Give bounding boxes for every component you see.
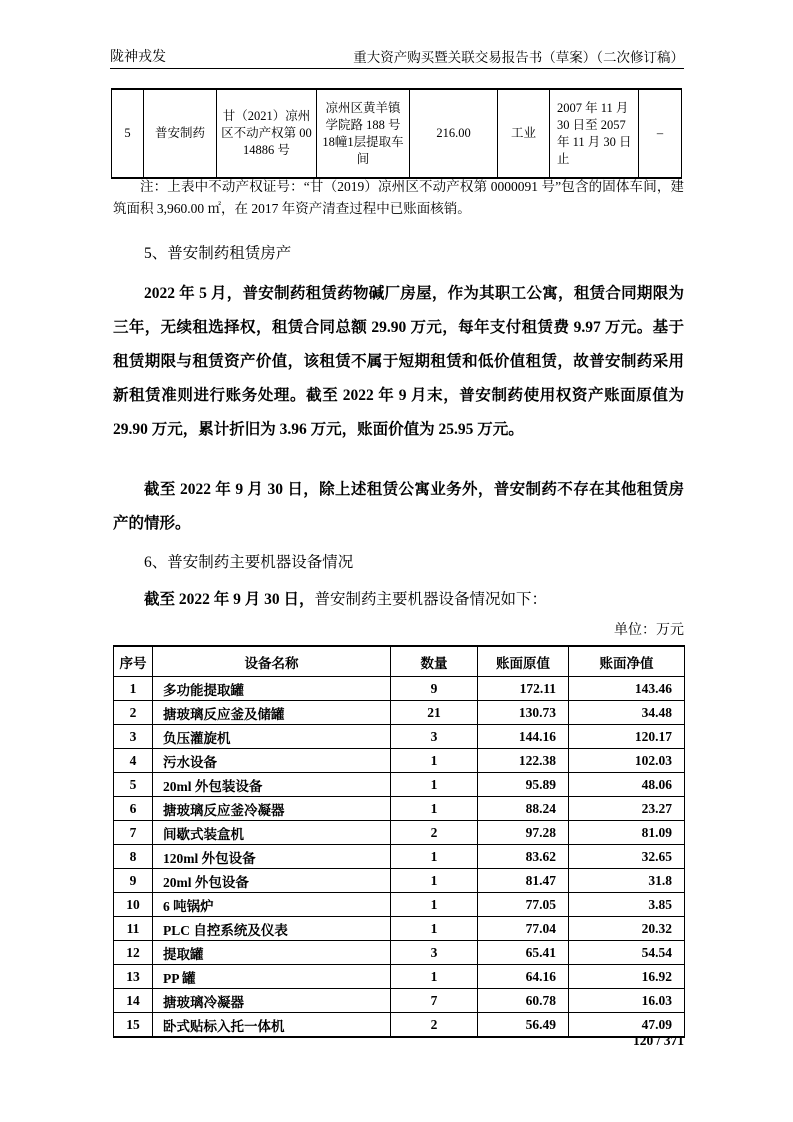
cell-no: 12: [114, 941, 153, 965]
cell-net-value: 23.27: [569, 797, 685, 821]
cell-no: 11: [114, 917, 153, 941]
section-5-paragraph-2: 截至 2022 年 9 月 30 日，除上述租赁公寓业务外，普安制药不存在其他租赁房产的情形。: [113, 481, 684, 532]
table-row: [114, 965, 685, 989]
cell-name: 6 吨锅炉: [153, 893, 391, 917]
cell-qty: 1: [391, 869, 478, 893]
column-header-original-value: 账面原值: [478, 646, 569, 677]
cell-original-value: 172.11: [478, 677, 569, 701]
cell-original-value: 130.73: [478, 701, 569, 725]
cell-name: 搪玻璃冷凝器: [153, 989, 391, 1013]
cell-name: 多功能提取罐: [153, 677, 391, 701]
cell-name: 负压灌旋机: [153, 725, 391, 749]
cell-name: 搪玻璃反应釜冷凝器: [153, 797, 391, 821]
running-header: [110, 46, 684, 69]
cell-original-value: 144.16: [478, 725, 569, 749]
property-cell-owner: 普安制药: [144, 89, 217, 178]
cell-no: 5: [114, 773, 153, 797]
property-table-row: [112, 89, 682, 178]
property-table-continuation: [111, 88, 682, 179]
cell-original-value: 95.89: [478, 773, 569, 797]
cell-qty: 2: [391, 821, 478, 845]
cell-original-value: 97.28: [478, 821, 569, 845]
cell-name: 间歇式装盒机: [153, 821, 391, 845]
equipment-table: [113, 645, 685, 1038]
table-row: [114, 725, 685, 749]
cell-no: 13: [114, 965, 153, 989]
cell-net-value: 143.46: [569, 677, 685, 701]
cell-net-value: 81.09: [569, 821, 685, 845]
cell-net-value: 20.32: [569, 917, 685, 941]
cell-qty: 1: [391, 797, 478, 821]
intro-rest-text: 普安制药主要机器设备情况如下：: [314, 591, 548, 608]
cell-net-value: 3.85: [569, 893, 685, 917]
table-row: [114, 821, 685, 845]
cell-no: 7: [114, 821, 153, 845]
cell-original-value: 77.05: [478, 893, 569, 917]
cell-net-value: 16.03: [569, 989, 685, 1013]
table-row: [114, 941, 685, 965]
cell-name: 20ml 外包装设备: [153, 773, 391, 797]
column-header-name: 设备名称: [153, 646, 391, 677]
cell-net-value: 34.48: [569, 701, 685, 725]
cell-qty: 1: [391, 773, 478, 797]
column-header-net-value: 账面净值: [569, 646, 685, 677]
table-row: [114, 701, 685, 725]
property-cell-address: 凉州区黄羊镇学院路 188 号 18幢1层提取车间: [317, 89, 410, 178]
cell-qty: 3: [391, 725, 478, 749]
cell-original-value: 56.49: [478, 1013, 569, 1038]
table-row: [114, 917, 685, 941]
cell-name: 污水设备: [153, 749, 391, 773]
cell-qty: 1: [391, 893, 478, 917]
table-row: [114, 749, 685, 773]
cell-qty: 1: [391, 749, 478, 773]
column-header-qty: 数量: [391, 646, 478, 677]
cell-original-value: 83.62: [478, 845, 569, 869]
cell-no: 8: [114, 845, 153, 869]
table-note: 注：上表中不动产权证号：“甘（2019）凉州区不动产权第 0000091 号”包含的固体车间，建筑面积 3,960.00 ㎡，在 2017 年资产清查过程中已账面核销。: [113, 179, 684, 216]
cell-no: 4: [114, 749, 153, 773]
cell-original-value: 81.47: [478, 869, 569, 893]
cell-qty: 1: [391, 965, 478, 989]
property-cell-usage: 工业: [498, 89, 550, 178]
table-row: [114, 845, 685, 869]
cell-qty: 3: [391, 941, 478, 965]
cell-original-value: 77.04: [478, 917, 569, 941]
property-cell-term: 2007 年 11 月 30 日至 2057 年 11 月 30 日止: [550, 89, 639, 178]
unit-label: 单位：万元: [614, 623, 684, 638]
cell-net-value: 47.09: [569, 1013, 685, 1038]
property-cell-index: 5: [112, 89, 144, 178]
cell-original-value: 60.78: [478, 989, 569, 1013]
cell-net-value: 54.54: [569, 941, 685, 965]
cell-no: 6: [114, 797, 153, 821]
cell-no: 10: [114, 893, 153, 917]
cell-name: PLC 自控系统及仪表: [153, 917, 391, 941]
table-row: [114, 869, 685, 893]
header-company-name: 陇神戎发: [110, 50, 166, 65]
section-6-intro: [113, 589, 684, 611]
section-5-paragraph-1: 2022 年 5 月，普安制药租赁药物碱厂房屋，作为其职工公寓，租赁合同期限为三年，无续租选择权，租赁合同总额 29.90 万元，每年支付租赁费 9.97 万元。基于租赁期限与租赁资产价值，该租赁不属于短期租赁和低价值租赁，故普安制药采用新租赁准则进行账务处理。截至 2022 年 9 月末，普安制药使用权资产账面原值为 29.90 万元，累计折旧为 3.96 万元，账面价值为 25.95 万元。: [113, 285, 684, 438]
property-cell-certificate-no: 甘（2021）凉州区不动产权第 0014886 号: [217, 89, 317, 178]
page-number: 120 / 371: [632, 1033, 684, 1048]
cell-no: 15: [114, 1013, 153, 1038]
cell-net-value: 16.92: [569, 965, 685, 989]
cell-net-value: 102.03: [569, 749, 685, 773]
cell-original-value: 122.38: [478, 749, 569, 773]
cell-qty: 2: [391, 1013, 478, 1038]
cell-no: 1: [114, 677, 153, 701]
cell-name: 卧式贴标入托一体机: [153, 1013, 391, 1038]
cell-name: 20ml 外包设备: [153, 869, 391, 893]
cell-net-value: 48.06: [569, 773, 685, 797]
equipment-table-header-row: [114, 646, 685, 677]
cell-qty: 21: [391, 701, 478, 725]
table-row: [114, 797, 685, 821]
table-row: [114, 773, 685, 797]
property-cell-area: 216.00: [410, 89, 498, 178]
cell-name: PP 罐: [153, 965, 391, 989]
property-cell-remark: –: [639, 89, 682, 178]
cell-no: 2: [114, 701, 153, 725]
cell-name: 提取罐: [153, 941, 391, 965]
section-6-heading: 6、普安制药主要机器设备情况: [144, 554, 354, 571]
cell-no: 3: [114, 725, 153, 749]
cell-qty: 7: [391, 989, 478, 1013]
cell-original-value: 65.41: [478, 941, 569, 965]
table-row: [114, 893, 685, 917]
cell-net-value: 31.8: [569, 869, 685, 893]
column-header-no: 序号: [114, 646, 153, 677]
cell-original-value: 88.24: [478, 797, 569, 821]
cell-net-value: 32.65: [569, 845, 685, 869]
header-report-title: 重大资产购买暨关联交易报告书（草案）（二次修订稿）: [353, 50, 684, 65]
table-row: [114, 677, 685, 701]
cell-net-value: 120.17: [569, 725, 685, 749]
table-row: [114, 989, 685, 1013]
cell-no: 9: [114, 869, 153, 893]
cell-qty: 1: [391, 917, 478, 941]
cell-qty: 1: [391, 845, 478, 869]
cell-name: 120ml 外包设备: [153, 845, 391, 869]
cell-name: 搪玻璃反应釜及储罐: [153, 701, 391, 725]
cell-original-value: 64.16: [478, 965, 569, 989]
section-5-heading: 5、普安制药租赁房产: [144, 245, 292, 262]
intro-date-text: 截至 2022 年 9 月 30 日，: [144, 591, 315, 608]
cell-qty: 9: [391, 677, 478, 701]
cell-no: 14: [114, 989, 153, 1013]
